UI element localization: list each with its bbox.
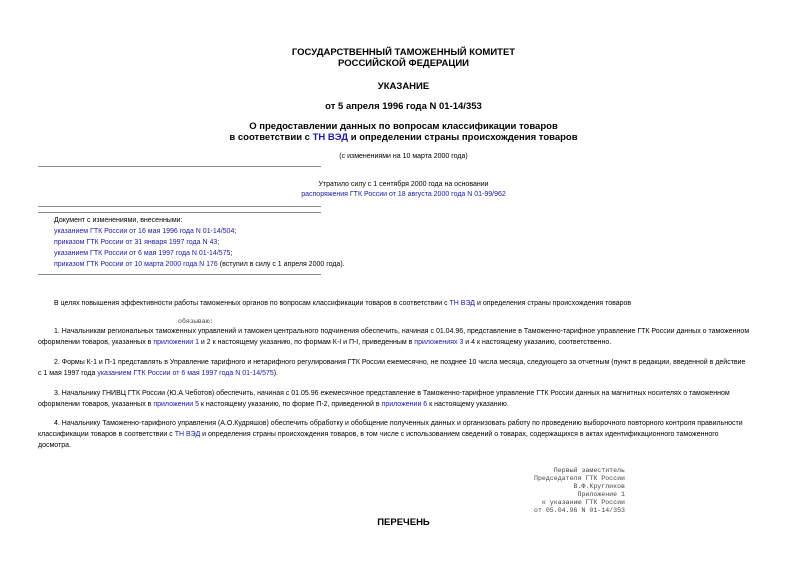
- paragraph-4-line1: 4. Начальнику Таможенно-тарифного управления (А.О.Кудряшов) обеспечить обработку и обобщение полученных данных и организовать работу по проведению выборочного повторного контроля правильности: [54, 420, 743, 427]
- signature-line: от 05.04.96 N 01-14/353: [533, 507, 625, 514]
- divider: [38, 206, 321, 207]
- changes-item: указанием ГТК России от 6 мая 1997 года N 01-14/575;: [54, 250, 233, 257]
- signature-line: В.Ф.Кругликов: [573, 483, 625, 490]
- changes-item: приказом ГТК России от 31 января 1997 года N 43;: [54, 239, 220, 246]
- org-name-line1: ГОСУДАРСТВЕННЫЙ ТАМОЖЕННЫЙ КОМИТЕТ: [291, 47, 516, 58]
- paragraph-4-line3: досмотра.: [38, 442, 71, 449]
- list-title: ПЕРЕЧЕНЬ: [377, 517, 430, 528]
- tn-ved-link[interactable]: ТН ВЭД: [174, 431, 201, 438]
- doc-type: УКАЗАНИЕ: [377, 81, 430, 92]
- paragraph-1-line2: оформлении товаров, указанных в приложении 1 и 2 к настоящему указанию, по формам К-I и П-I, приведенным в приложениях 3 и 4 к настоящему указанию, соответственно.: [38, 339, 612, 346]
- amendment-link[interactable]: указанием ГТК России от 6 мая 1997 года N 01-14/575: [97, 370, 274, 377]
- paragraph-1-line1: 1. Начальникам региональных таможенных управлений и таможен центрального подчинения обеспечить, начиная с 01.04.96, представление в Таможенно-тарифное управление ГТК России данных о таможенном: [54, 328, 750, 335]
- doc-date-number: от 5 апреля 1996 года N 01-14/353: [325, 101, 482, 112]
- tn-ved-link[interactable]: ТН ВЭД: [312, 132, 349, 143]
- divider: [38, 274, 321, 275]
- org-name-line2: РОССИЙСКОЙ ФЕДЕРАЦИИ: [337, 58, 469, 69]
- signature-line: Первый заместитель: [553, 467, 625, 474]
- doc-subject-line1: О предоставлении данных по вопросам классификации товаров: [249, 121, 558, 132]
- changes-item: указанием ГТК России от 16 мая 1996 года N 01-14/504;: [54, 228, 237, 235]
- paragraph-3-line1: 3. Начальнику ГНИВЦ ГТК России (Ю.А.Чеботов) обеспечить, начиная с 01.05.96 ежемесячное представление в Таможенно-тарифное управление ГТК России данных на магнитных носителях о таможенном: [54, 390, 730, 397]
- divider: [38, 212, 321, 213]
- change-link[interactable]: указанием ГТК России от 16 мая 1996 года N 01-14/504: [54, 228, 235, 235]
- appendix-link[interactable]: приложении 1: [153, 339, 199, 346]
- paragraph-3-line2: оформлении товаров, указанных в приложении 5 к настоящему указанию, по форме П-2, приведенной в приложении 6 к настоящему указанию.: [38, 401, 509, 408]
- signature-block: [420, 467, 625, 515]
- appendix-link[interactable]: приложении 6: [381, 401, 428, 408]
- change-link[interactable]: приказом ГТК России от 10 марта 2000 года N 176: [54, 261, 218, 268]
- paragraph-2-line1: 2. Формы К-1 и П-1 представлять в Управление тарифного и нетарифного регулирования ГТК России ежемесячно, не позднее 10 числа месяца, следующего за отчетным (пункт в редакции, введенной в действие: [54, 359, 746, 366]
- changes-heading: Документ с изменениями, внесенными:: [54, 217, 183, 224]
- expiry-link-line: [0, 190, 807, 200]
- signature-line: Приложение 1: [577, 491, 625, 498]
- expiry-order-link[interactable]: распоряжения ГТК России от 18 августа 2000 года N 01-99/962: [301, 191, 506, 198]
- change-link[interactable]: указанием ГТК России от 6 мая 1997 года N 01-14/575: [54, 250, 231, 257]
- signature-line: Председателя ГТК России: [533, 475, 625, 482]
- change-link[interactable]: приказом ГТК России от 31 января 1997 года N 43: [54, 239, 218, 246]
- signature-line: к указанию ГТК России: [541, 499, 625, 506]
- divider: [38, 166, 321, 167]
- doc-subject-line2: в соответствии с ТН ВЭД и определении страны происхождения товаров: [229, 132, 578, 143]
- tn-ved-link[interactable]: ТН ВЭД: [449, 300, 476, 307]
- paragraph-2-line2: с 1 мая 1997 года указанием ГТК России от 6 мая 1997 года N 01-14/575).: [38, 370, 279, 377]
- appendix-link[interactable]: приложении 5: [153, 401, 199, 408]
- obligate-word: обязываю:: [178, 318, 214, 325]
- amendment-note: (с изменениями на 10 марта 2000 года): [339, 153, 468, 160]
- paragraph-4-line2: классификации товаров в соответствии с ТН ВЭД и определения страны происхождения товаров, в том числе с использованием сведений о товарах, содержащихся в актах идентификационного таможенного: [38, 431, 719, 438]
- intro-paragraph: В целях повышения эффективности работы таможенных органов по вопросам классификации товаров в соответствии с ТН ВЭД и определения страны происхождения товаров: [54, 300, 632, 307]
- expiry-note: Утратило силу с 1 сентября 2000 года на основании: [318, 181, 489, 188]
- changes-item: приказом ГТК России от 10 марта 2000 года N 176 (вступил в силу с 1 апреля 2000 года).: [54, 261, 345, 268]
- appendix-link[interactable]: приложениях 3: [414, 339, 464, 346]
